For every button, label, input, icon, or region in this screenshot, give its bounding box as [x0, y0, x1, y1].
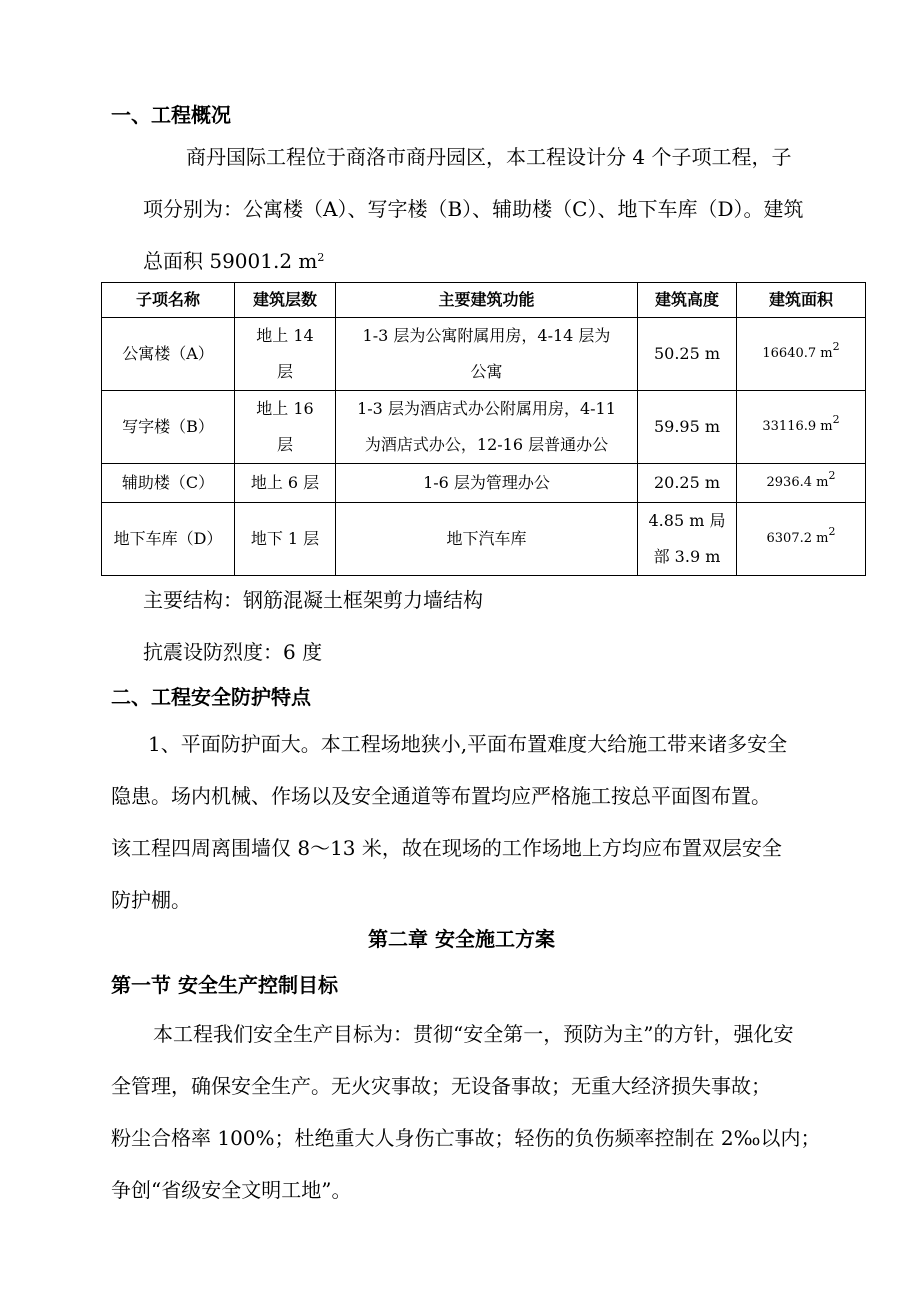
area-sup: 2 [832, 413, 840, 426]
function-line: 为酒店式办公，12-16 层普通办公 [364, 435, 609, 454]
subproject-table [101, 282, 866, 576]
area-sup: 2 [828, 469, 836, 482]
section-3-line-1: 本工程我们安全生产目标为：贯彻“安全第一，预防为主”的方针，强化安 [153, 1022, 794, 1046]
seismic-intensity: 抗震设防烈度：6 度 [143, 640, 323, 664]
floor-line: 地上 14 [256, 326, 314, 345]
floor-count [235, 391, 336, 464]
section-2-line-1: 1、平面防护面大。本工程场地狭小,平面布置难度大给施工带来诸多安全 [148, 732, 788, 756]
section-2-body [111, 718, 787, 926]
building-height: 59.95 m [638, 391, 737, 464]
area-value: 16640.7 m [762, 346, 833, 361]
section-2-line-2: 隐患。场内机械、作场以及安全通道等布置均应严格施工按总平面图布置。 [111, 784, 771, 808]
intro-line-2: 项分别为：公寓楼（A）、写字楼（B）、辅助楼（C）、地下车库（D）。建筑 [143, 197, 804, 221]
section-3-body [111, 1008, 820, 1216]
section-3-line-2: 全管理，确保安全生产。无火灾事故；无设备事故；无重大经济损失事故； [111, 1074, 771, 1098]
floor-line: 层 [276, 435, 293, 454]
area-value: 2936.4 m [766, 475, 829, 490]
subproject-name: 地下车库（D） [102, 503, 235, 576]
table-row [102, 391, 866, 464]
header-cell: 建筑层数 [235, 283, 336, 318]
section-3-line-4: 争创“省级安全文明工地”。 [111, 1178, 352, 1202]
height-line: 4.85 m 局 [648, 511, 726, 530]
chapter-2-title: 第二章 安全施工方案 [368, 927, 555, 951]
building-area [737, 318, 866, 391]
total-area-sup: 2 [317, 251, 325, 264]
intro-line-3 [143, 235, 803, 287]
function-line: 1-3 层为公寓附属用房，4-14 层为 [362, 326, 611, 345]
subproject-name: 写字楼（B） [102, 391, 235, 464]
area-sup: 2 [832, 340, 840, 353]
section-3-heading: 第一节 安全生产控制目标 [111, 973, 338, 997]
building-function: 地下汽车库 [336, 503, 638, 576]
main-structure: 主要结构：钢筋混凝土框架剪力墙结构 [143, 588, 483, 612]
table-header-row [102, 283, 866, 318]
building-area [737, 503, 866, 576]
floor-line: 地上 16 [256, 399, 314, 418]
building-height: 20.25 m [638, 464, 737, 503]
header-cell: 子项名称 [102, 283, 235, 318]
section-1-intro [143, 131, 803, 287]
subproject-name: 辅助楼（C） [102, 464, 235, 503]
function-line: 1-3 层为酒店式办公附属用房，4-11 [357, 399, 616, 418]
height-line: 部 3.9 m [653, 547, 721, 566]
building-height: 50.25 m [638, 318, 737, 391]
building-height [638, 503, 737, 576]
section-2-heading: 二、工程安全防护特点 [111, 685, 311, 709]
area-sup: 2 [828, 525, 836, 538]
total-area-text: 总面积 59001.2 m [143, 249, 318, 273]
building-function [336, 318, 638, 391]
table-row [102, 464, 866, 503]
header-cell: 建筑高度 [638, 283, 737, 318]
section-2-line-4: 防护棚。 [111, 888, 191, 912]
area-value: 6307.2 m [766, 531, 829, 546]
header-cell: 建筑面积 [737, 283, 866, 318]
section-2-line-3: 该工程四周离围墙仅 8～13 米，故在现场的工作场地上方均应布置双层安全 [111, 836, 782, 860]
building-area [737, 464, 866, 503]
building-area [737, 391, 866, 464]
floor-count: 地上 6 层 [235, 464, 336, 503]
table-row [102, 503, 866, 576]
building-function [336, 391, 638, 464]
table-row [102, 318, 866, 391]
section-3-line-3: 粉尘合格率 100%；杜绝重大人身伤亡事故；轻伤的负伤频率控制在 2‰以内； [111, 1126, 821, 1150]
header-cell: 主要建筑功能 [336, 283, 638, 318]
structure-block [143, 574, 483, 678]
floor-count: 地下 1 层 [235, 503, 336, 576]
area-value: 33116.9 m [762, 419, 833, 434]
building-function: 1-6 层为管理办公 [336, 464, 638, 503]
floor-line: 层 [276, 362, 293, 381]
floor-count [235, 318, 336, 391]
subproject-name: 公寓楼（A） [102, 318, 235, 391]
function-line: 公寓 [470, 362, 503, 381]
intro-line-1: 商丹国际工程位于商洛市商丹园区，本工程设计分 4 个子项工程，子 [186, 145, 792, 169]
section-1-heading: 一、工程概况 [111, 103, 231, 127]
